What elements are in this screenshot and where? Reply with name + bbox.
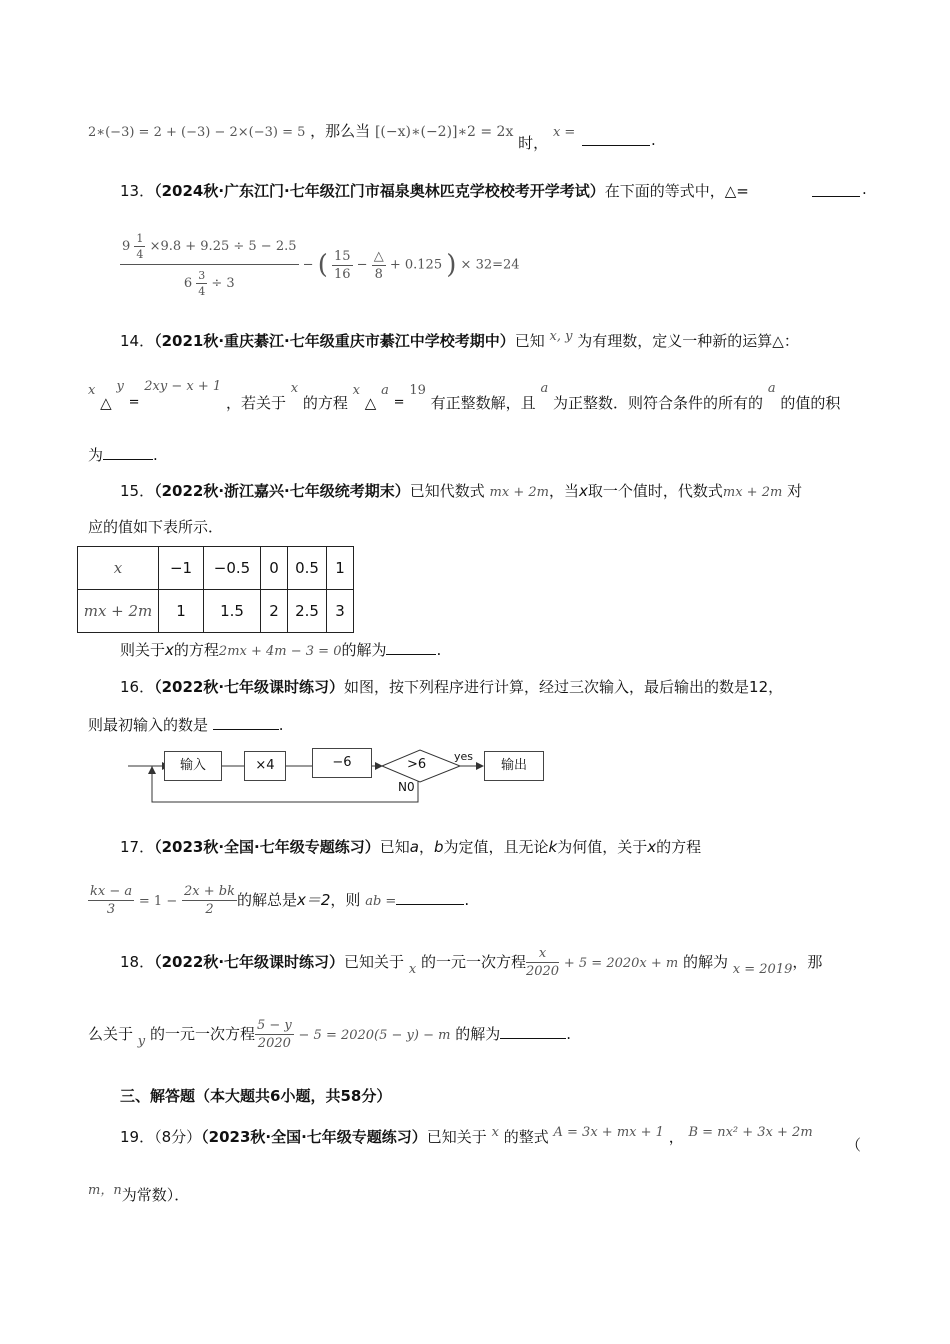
q17-f2-n: 2x + bk [184,884,235,899]
q17-line1 [120,836,701,857]
q13-paren-left: ( [317,250,328,280]
q18-source: （2022秋·七年级课时练习） [154,953,345,971]
q14-line3 [88,444,158,465]
q14-line2 [88,378,840,418]
q15-period: . [436,641,442,659]
q19-text1: 已知关于 [426,1128,487,1146]
q19-line1 [120,1126,813,1147]
table-cell: 1 [159,590,204,633]
q14-def-y: y [116,379,124,394]
q15-answer-blank[interactable] [386,640,436,655]
q16-text2: 则最初输入的数是 [88,716,209,734]
q15-value-table [77,546,354,633]
q18-f1-d: 2020 [525,964,560,979]
table-cell: x [78,547,159,590]
q15-line2: 应的值如下表所示． [88,518,224,536]
q17-f2 [182,884,237,917]
q16-line2 [88,714,284,735]
q14-period: . [153,446,158,464]
q15-text7: 的方程 [173,641,219,659]
arrowhead-icon [476,762,484,770]
table-cell: mx + 2m [78,590,159,633]
q13-den-whole: 6 [183,276,193,291]
q13-f1 [332,249,353,282]
q18-text5: 么关于 [88,1025,134,1043]
q17-number: 17． [120,838,155,856]
q14-var-x: x [290,381,299,396]
q16-answer-blank[interactable] [213,715,279,730]
q17-end: . [464,891,470,909]
q13-inner-rest: + 0.125 [389,257,443,273]
q15-line1 [120,480,802,501]
q19-paren: （ [846,1136,862,1154]
q14-text5: 有正整数解，且 [430,394,536,412]
q15-text2: ，当 [548,482,579,500]
q16-text1: 如图，按下列程序进行计算，经过三次输入，最后输出的数是12， [344,678,784,696]
q14-eq-a: a [381,383,389,398]
flow-output-box: 输出 [484,751,544,781]
q14-text2: 为有理数，定义一种新的运算△： [577,332,799,350]
q18-line2 [88,1018,571,1051]
q13-num-rest: ×9.8 + 9.25 ÷ 5 − 2.5 [149,239,297,254]
table-cell: −0.5 [204,547,261,590]
arrowhead-icon [148,766,156,774]
q13-f1-n: 15 [333,248,351,264]
q19-points: （8分） [154,1128,202,1146]
q18-text4: ，那 [792,953,823,971]
q12-answer-blank[interactable] [582,131,650,146]
q18-end: . [566,1025,572,1043]
q12-expr: 2∗(−3) = 2 + (−3) − 2×(−3) = 5 [88,125,306,140]
q13-mixed1-d: 4 [136,248,144,261]
q13-f1-d: 16 [333,266,351,282]
q13-den-rest: ÷ 3 [211,276,235,291]
q13-source: （2024秋·广东江门·七年级江门市福泉奥林匹克学校校考开学考试） [154,182,605,200]
q18-text3: 的解为 [683,953,729,971]
q13-minus2: − [356,257,368,273]
table-cell: 2.5 [288,590,327,633]
q13-mixed1-n: 1 [136,232,144,245]
flow-condition-label: >6 [407,757,427,772]
q19-number: 19． [120,1128,155,1146]
q18-rest: + 5 = 2020x + m [563,956,679,971]
q18-f1-n: x [526,946,559,963]
q17-a: a [409,838,419,856]
q17-text1: 已知 [379,838,410,856]
q14-text3: ，若关于 [225,394,286,412]
q13-mixed2 [196,269,207,298]
q17-text3: 为何值，关于 [557,838,648,856]
q17-ab: ab = [365,894,397,909]
table-cell: 0 [261,547,288,590]
table-row [78,590,354,633]
q13-big-fraction [120,232,299,298]
q13-period: . [862,180,867,198]
q12-text2: 时， [518,134,549,152]
q14-text4: 的方程 [302,394,348,412]
q14-text8: 为 [88,446,104,464]
q17-sol: x＝2 [297,891,331,909]
q15-x2: x [165,641,174,659]
q13-answer-blank[interactable] [812,182,860,197]
q18-f2-n: 5 − y [256,1018,292,1033]
q15-text6: 则关于 [120,641,166,659]
q14-answer-blank[interactable] [103,445,153,460]
q17-k: k [548,838,558,856]
q16-line1 [120,676,783,697]
q13-paren-right: ) [446,250,457,280]
section-heading: 三、解答题（本大题共6小题，共58分） [120,1087,392,1105]
q15-line3 [120,639,441,660]
q14-eq-eq: = [393,395,405,410]
q14-number: 14． [120,332,155,350]
q13-minus: − [302,257,314,273]
table-cell: −1 [159,547,204,590]
q15-expr: mx + 2m [489,485,549,500]
flow-input-box: 输入 [164,751,222,781]
q13-f2 [372,249,386,282]
q19-expr-a: A = 3x + mx + 1 [553,1125,664,1140]
q18-f1 [526,946,559,979]
q17-answer-blank[interactable] [396,890,464,905]
q19-source: （2023秋·全国·七年级专题练习） [201,1128,427,1146]
q13-mixed1 [134,232,145,261]
q19-comma: ， [668,1128,684,1146]
q14-def-eq: = [128,395,140,410]
table-cell: 1 [327,547,354,590]
q16-period: . [278,716,284,734]
q18-text1: 已知关于 [344,953,405,971]
q12-expr2: [(−x)∗(−2)]∗2 = 2x [374,124,514,140]
table-row [78,547,354,590]
q18-number: 18． [120,953,155,971]
q14-vars: x, y [549,329,573,344]
q14-def-rhs: 2xy − x + 1 [144,379,222,394]
arrowhead-icon [375,762,383,770]
q17-comma: ， [418,838,434,856]
q18-text2: 的一元一次方程 [420,953,526,971]
q14-text1: 已知 [514,332,545,350]
q19-mn: m，n [88,1183,122,1198]
q17-text6: ，则 [330,891,361,909]
q14-text6: 为正整数．则符合条件的所有的 [553,394,764,412]
q14-eq-tri: △ [364,394,377,412]
flow-yes-label: yes [454,750,474,763]
q14-text7: 的值的积 [780,394,841,412]
q16-source: （2022秋·七年级课时练习） [154,678,345,696]
q12-line [88,120,576,152]
q13-number: 13． [120,182,155,200]
q13-tail: × 32=24 [460,257,520,273]
q15-expr2: mx + 2m [722,485,783,500]
q17-b: b [433,838,444,856]
q14-source: （2021秋·重庆綦江·七年级重庆市綦江中学校考期中） [154,332,515,350]
q19-expr-b: B = nx² + 3x + 2m [688,1125,813,1140]
q17-mid: = 1 − [138,894,178,909]
q15-eq: 2mx + 4m − 3 = 0 [218,644,342,659]
q17-line2 [88,884,469,917]
q14-line1 [120,330,799,351]
q14-eq-x: x [352,383,360,398]
q15-text8: 的解为 [341,641,387,659]
q14-eq-19: 19 [409,383,426,398]
q17-source: （2023秋·全国·七年级专题练习） [154,838,380,856]
q18-sol: x = 2019 [732,962,793,977]
q18-line1 [120,946,822,979]
q14-def-tri: △ [100,394,112,412]
q13-f2-d: 8 [374,266,383,282]
q15-text1: 已知代数式 [409,482,485,500]
flow-multiply-box: ×4 [244,751,286,781]
q13-expression [120,232,520,298]
q17-f1-d: 3 [106,902,116,917]
q15-source: （2022秋·浙江嘉兴·七年级统考期末） [154,482,410,500]
q15-x: x [578,482,588,500]
q13-text: 在下面的等式中，△= [604,182,749,200]
q18-answer-blank[interactable] [500,1024,566,1039]
q17-f1 [88,884,134,917]
q13-big-num: 9 [122,239,131,254]
q19-text3: 为常数）． [121,1186,190,1204]
q13-mixed2-n: 3 [198,269,206,282]
q14-var-a2: a [767,381,776,396]
q12-text1: ，那么当 [310,122,371,140]
flow-subtract-box: −6 [312,748,372,778]
q17-f2-d: 2 [205,902,214,917]
q14-def-x: x [88,383,96,398]
q18-rest2: − 5 = 2020(5 − y) − m [298,1028,451,1043]
q15-text3: 取一个值时，代数式 [587,482,723,500]
table-cell: 3 [327,590,354,633]
q18-f2-d: 2020 [257,1036,291,1051]
q17-f1-n: kx − a [90,884,133,899]
q17-text2: 为定值，且无论 [443,838,549,856]
table-cell: 1.5 [204,590,261,633]
q15-number: 15． [120,482,155,500]
q19-text2: 的整式 [503,1128,549,1146]
q15-text4: 对 [787,482,803,500]
q18-text6: 的一元一次方程 [149,1025,255,1043]
flow-no-label: N0 [398,780,415,794]
q14-var-a: a [540,381,549,396]
q12-period: . [651,131,656,149]
q19-x: x [491,1125,499,1140]
table-cell: 0.5 [288,547,327,590]
q19-line2 [88,1184,189,1205]
q13-line [120,180,749,201]
q17-text4: 的方程 [656,838,702,856]
q18-f2 [255,1018,294,1051]
q16-number: 16． [120,678,155,696]
q12-var: x = [552,125,576,140]
q13-f2-n: △ [373,248,384,264]
q18-text7: 的解为 [455,1025,501,1043]
table-cell: 2 [261,590,288,633]
q17-x: x [647,838,657,856]
q13-mixed2-d: 4 [198,285,206,298]
q17-text5: 的解总是 [236,891,297,909]
q18-y: y [137,1034,146,1049]
q18-x: x [408,962,417,977]
